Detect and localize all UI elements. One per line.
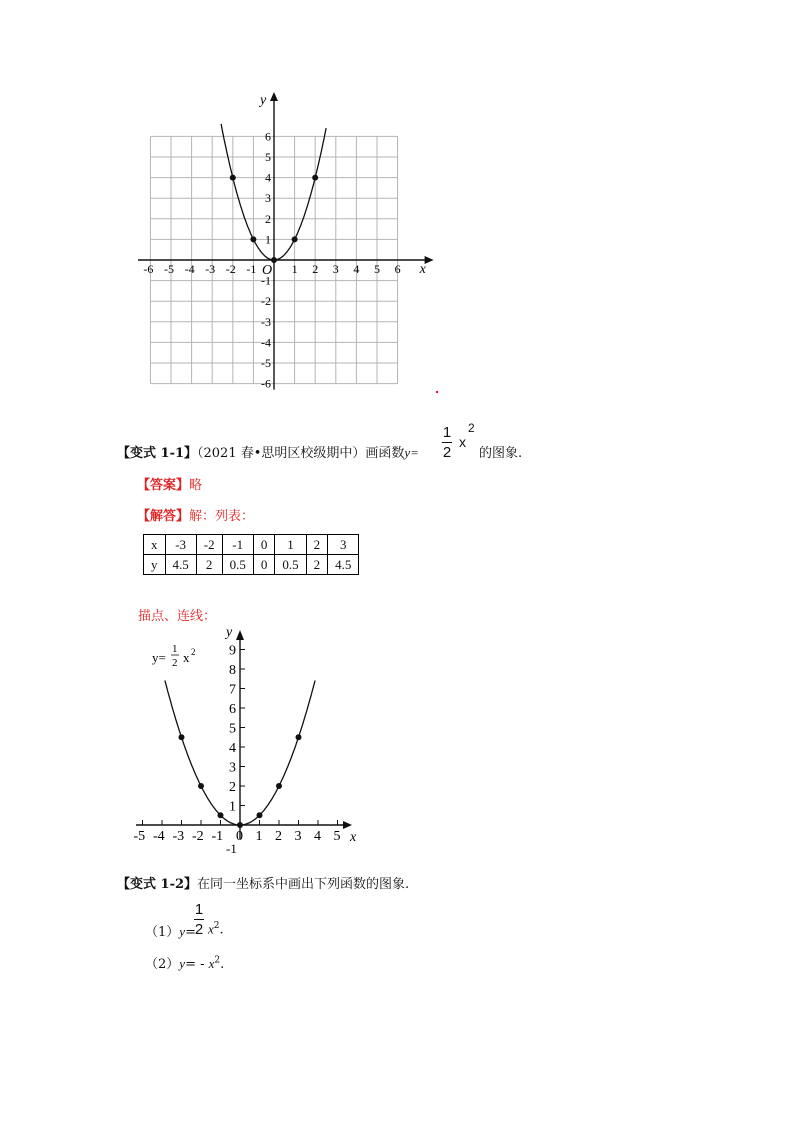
x-tick-label: 4 — [353, 262, 360, 276]
y-axis-arrow — [270, 92, 278, 101]
item-exp: 2 — [213, 921, 220, 931]
frac-denominator: 2 — [442, 444, 452, 461]
parabola-grid-figure — [130, 90, 440, 400]
table-cell: 1 — [275, 535, 306, 555]
y-tick-label: -2 — [261, 294, 271, 309]
item-y: y — [179, 924, 186, 939]
answer-line — [137, 474, 202, 493]
table-cell: 0 — [253, 555, 275, 575]
x-tick-label: -1 — [211, 829, 224, 844]
frac-bar — [194, 919, 204, 920]
table-cell: -3 — [165, 535, 196, 555]
half-parabola-figure — [130, 622, 370, 858]
y-tick-label: 6 — [265, 129, 271, 144]
item-end: . — [220, 957, 225, 972]
x-axis-label: x — [419, 262, 426, 277]
x-tick-label: -6 — [143, 262, 154, 276]
function-label-var: x — [183, 650, 190, 665]
table-cell: -1 — [222, 535, 253, 555]
variant-1-2-line — [117, 873, 409, 892]
x-tick-label: 2 — [275, 829, 282, 844]
y-tick-label: 3 — [229, 760, 236, 776]
item-end: . — [219, 922, 224, 938]
y-neg-tick: -1 — [226, 841, 237, 856]
data-point — [296, 734, 302, 740]
x-tick-label: -3 — [205, 262, 216, 276]
x-tick-label: -4 — [184, 262, 195, 276]
table-cell: y — [144, 555, 166, 575]
table-cell: 2 — [196, 555, 222, 575]
x-tick-label: -4 — [153, 829, 165, 844]
y-tick-label: 5 — [229, 721, 236, 737]
y-tick-label: 4 — [229, 741, 236, 756]
y-axis-arrow — [236, 630, 244, 640]
y-tick-label: 6 — [229, 702, 236, 717]
x-axis-label: x — [350, 830, 357, 845]
x-var: x — [459, 434, 466, 450]
solution-label: 【解答】 — [137, 509, 190, 524]
data-point — [198, 783, 204, 789]
x-tick-label: -5 — [133, 829, 146, 844]
exponent: 2 — [468, 421, 475, 435]
x-tick-label: 2 — [312, 262, 319, 276]
y-tick-label: 8 — [229, 663, 236, 678]
y-tick-label: -5 — [261, 356, 271, 370]
y-tick-label: 4 — [265, 170, 271, 185]
fraction-one-half — [442, 424, 452, 461]
x-tick-label: -1 — [246, 262, 257, 276]
origin-label: O — [262, 263, 273, 278]
variant-text: 在同一坐标系中画出下列函数的图象. — [197, 877, 410, 892]
y-axis-label: y — [226, 625, 233, 640]
y-eq: y= — [404, 445, 419, 460]
table-cell: 3 — [328, 535, 359, 555]
x-tick-label: 6 — [394, 262, 401, 276]
data-point — [250, 236, 256, 242]
variant-label: 【变式 1-2】 — [117, 877, 198, 892]
item-1-fraction — [194, 901, 204, 938]
y-tick-label: 2 — [265, 211, 271, 226]
data-point — [312, 175, 318, 181]
frac-denominator: 2 — [194, 921, 204, 938]
table-cell: 2 — [306, 555, 328, 575]
solution-text: 解：列表： — [189, 509, 255, 524]
plot-label: 描点、连线： — [138, 609, 217, 624]
data-point — [292, 236, 298, 242]
x-axis-arrow — [425, 256, 434, 264]
axes — [136, 630, 352, 839]
x-tick-label: 0 — [236, 829, 243, 844]
data-point — [230, 175, 236, 181]
x-tick-label: 1 — [255, 829, 263, 844]
item-eq: = - — [185, 957, 205, 972]
item-1 — [145, 921, 196, 940]
item-1-tail — [208, 921, 224, 937]
frac-numerator: 1 — [194, 901, 204, 918]
data-point — [218, 812, 224, 818]
x-tick-label: 5 — [374, 262, 380, 276]
x-tick-label: -5 — [164, 262, 174, 276]
data-point — [237, 822, 243, 828]
y-tick-label: 3 — [265, 191, 271, 206]
item-exp: 2 — [214, 955, 221, 966]
function-label-exp: 2 — [191, 647, 196, 657]
variant-label: 【变式 1-1】 — [117, 446, 198, 461]
table-cell: 0 — [253, 535, 275, 555]
function-label-frac-den: 2 — [172, 657, 178, 669]
x-tick-label: -2 — [192, 829, 204, 844]
table-cell: 0.5 — [275, 555, 306, 575]
y-tick-label: -4 — [261, 335, 271, 350]
data-point — [179, 734, 185, 740]
y-tick-label: -1 — [261, 273, 271, 288]
variant-source: （2021 春•思明区校级期中）画函数 — [197, 446, 405, 461]
value-table — [143, 534, 359, 575]
solution-line — [137, 505, 254, 524]
tick-labels — [134, 644, 341, 845]
item-x: x — [208, 921, 214, 937]
data-point — [276, 783, 282, 789]
answer-label: 【答案】 — [137, 478, 190, 493]
item-prefix: （1） — [145, 925, 180, 940]
y-axis-label: y — [260, 93, 267, 108]
item-x: x — [208, 956, 215, 971]
table-cell: -2 — [196, 535, 222, 555]
function-label-frac-num: 1 — [172, 643, 178, 655]
stray-mark — [436, 391, 438, 393]
table-row — [144, 535, 359, 555]
answer-text: 略 — [189, 478, 203, 493]
x-tick-label: -3 — [172, 829, 185, 844]
table-cell: 0.5 — [222, 555, 253, 575]
function-label-prefix: y= — [152, 650, 166, 665]
x-tick-label: 4 — [314, 829, 321, 844]
table-cell: x — [144, 535, 166, 555]
table-cell: 4.5 — [165, 555, 196, 575]
variant-1-1-line — [117, 442, 419, 461]
item-prefix: （2） — [145, 957, 180, 972]
x-tick-label: 3 — [294, 829, 302, 844]
y-tick-label: 1 — [265, 232, 271, 247]
y-tick-label: 2 — [229, 780, 236, 795]
item-eq: = — [185, 925, 196, 940]
y-tick-label: 5 — [265, 150, 271, 164]
table-row — [144, 555, 359, 575]
y-tick-label: -3 — [261, 314, 271, 329]
y-tick-label: 7 — [229, 682, 236, 698]
frac-bar — [442, 442, 452, 443]
x-axis-arrow — [343, 821, 352, 829]
y-tick-label: -6 — [261, 376, 271, 391]
item-2 — [145, 953, 224, 972]
x-tick-label: 5 — [333, 829, 341, 844]
x-tick-label: 1 — [291, 262, 298, 276]
y-tick-label: 1 — [229, 799, 236, 815]
x-tick-label: -2 — [225, 262, 236, 276]
x-tick-label: 3 — [332, 262, 339, 276]
data-point — [257, 812, 263, 818]
frac-numerator: 1 — [442, 424, 452, 441]
y-tick-label: 9 — [229, 643, 236, 659]
variant-suffix: 的图象. — [479, 446, 523, 461]
item-y: y — [179, 956, 186, 971]
table-cell: 2 — [306, 535, 328, 555]
table-cell: 4.5 — [328, 555, 359, 575]
